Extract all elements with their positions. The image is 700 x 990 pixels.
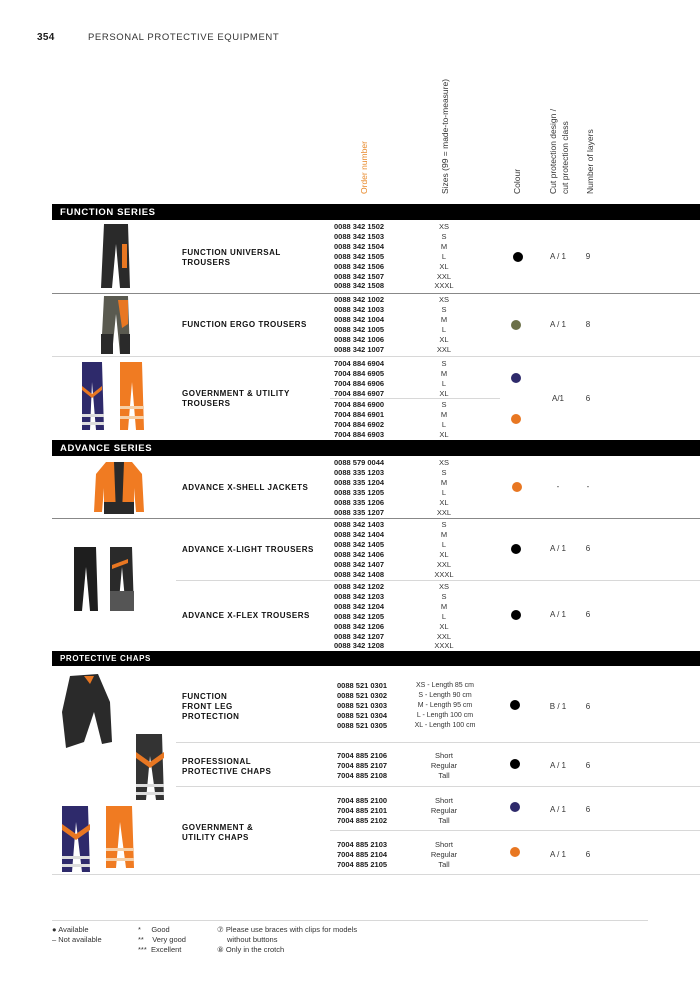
colour-dot-orange [510,847,520,857]
page-title: PERSONAL PROTECTIVE EQUIPMENT [88,32,280,43]
colour-dot-orange [511,414,521,424]
divider [176,786,700,787]
col-order-number: Order number [359,141,369,194]
size-list: XS S M L XL XXL XXXL [434,582,454,651]
product-name: ADVANCE X-SHELL JACKETS [182,483,309,492]
cut-class: A / 1 [549,761,566,770]
cut-class: A / 1 [549,805,566,814]
col-sizes: Sizes (99 = made-to-measure) [440,78,450,194]
order-list: 0088 579 0044 0088 335 1203 0088 335 1204 0088 335 1205 0088 335 1206 0088 335 1207 [334,458,385,517]
colour-dot-navy [511,373,521,383]
colour-dot-black [511,544,521,554]
section-title: PROTECTIVE CHAPS [60,654,151,663]
size-list: XS S M L XL XXL XXXL [434,222,454,291]
product-name: ADVANCE X-FLEX TROUSERS [182,611,310,620]
product-image-function-ergo [96,294,136,356]
legend-notes: ⑦ Please use braces with clips for models without buttons ⑧ Only in the crotch [217,925,358,954]
cut-class: A / 1 [549,850,566,859]
size-list: Short Regular Tall [430,796,458,825]
product-name: PROFESSIONAL PROTECTIVE CHAPS [182,757,272,776]
layer-count: 6 [585,850,591,859]
section-bar-function [52,204,700,220]
note-2-icon: ⑧ [217,945,226,954]
layer-count: 6 [585,544,591,553]
order-list: 0088 521 0301 0088 521 0302 0088 521 0303 0088 521 0304 0088 521 0305 [337,681,388,730]
divider [176,742,700,743]
rating-2-icon: ** [138,935,153,944]
product-image-function-universal [96,222,136,290]
order-list: 0088 342 1202 0088 342 1203 0088 342 1204 0088 342 1205 0088 342 1206 0088 342 1207 0088 342 1208 [334,582,385,651]
size-list: S M L XL [439,400,449,439]
page-number: 354 [37,32,55,43]
order-list: 0088 342 1403 0088 342 1404 0088 342 1405 0088 342 1406 0088 342 1407 0088 342 1408 [334,520,385,579]
rating-3-icon: *** [138,945,151,954]
size-list: Short Regular Tall [430,751,458,780]
colour-dot-black [511,610,521,620]
layer-count: 6 [585,805,591,814]
cut-class: A / 1 [549,610,566,619]
order-list: 7004 884 6904 7004 884 6905 7004 884 6906 7004 884 6907 [334,359,385,398]
product-image-government-utility-trousers [78,360,148,432]
layer-count: 8 [585,320,591,329]
dash-icon: – [52,935,59,944]
size-list: S M L XL [439,359,449,398]
col-cut-protection-1: Cut protection design / [548,108,558,194]
product-name: FUNCTION UNIVERSAL TROUSERS [182,248,281,267]
layer-count: - [586,482,590,491]
layer-count: 9 [585,252,591,261]
product-name: FUNCTION ERGO TROUSERS [182,320,307,329]
col-layers: Number of layers [585,129,595,194]
legend-availability: ● Available – Not available [52,925,102,944]
divider [52,518,700,519]
colour-dot-black [510,759,520,769]
size-list: XS S M L XL XXL [436,295,452,354]
divider [52,356,700,357]
order-list: 7004 885 2100 7004 885 2101 7004 885 2102 [337,796,388,825]
col-cut-protection-2: cut protection class [560,121,570,194]
divider [330,830,700,831]
divider [52,874,700,875]
divider [330,398,500,399]
product-name: FUNCTION FRONT LEG PROTECTION [182,692,240,721]
product-image-advance-trousers [72,545,142,615]
order-list: 7004 885 2106 7004 885 2107 7004 885 2108 [337,751,388,780]
note-1-icon: ⑦ [217,925,226,934]
product-image-advance-x-shell-jacket [92,458,146,516]
size-list: XS S M L XL XXL [436,458,452,517]
available-dot-icon: ● [52,925,59,934]
cut-class: - [556,482,560,491]
colour-dot-black [510,700,520,710]
order-list: 0088 342 1002 0088 342 1003 0088 342 1004 0088 342 1005 0088 342 1006 0088 342 1007 [334,295,385,354]
order-list: 0088 342 1502 0088 342 1503 0088 342 1504 0088 342 1505 0088 342 1506 0088 342 1507 0088 342 1508 [334,222,385,291]
size-list: S M L XL XXL XXXL [434,520,454,579]
divider [176,580,700,581]
colour-dot-olive [511,320,521,330]
layer-count: 6 [585,761,591,770]
cut-class: A / 1 [549,320,566,329]
section-bar-advance [52,440,700,456]
colour-dot-orange [512,482,522,492]
rating-1-icon: * [138,925,152,934]
product-image-chaps [58,672,178,872]
product-name: ADVANCE X-LIGHT TROUSERS [182,545,314,554]
colour-dot-black [513,252,523,262]
colour-dot-navy [510,802,520,812]
cut-class: B / 1 [549,702,567,711]
section-title: FUNCTION SERIES [60,207,156,218]
legend-divider [52,920,648,921]
divider [52,293,700,294]
product-name: GOVERNMENT & UTILITY CHAPS [182,823,254,842]
cut-class: A / 1 [549,252,566,261]
col-colour: Colour [512,168,522,194]
order-list: 7004 884 6900 7004 884 6901 7004 884 6902 7004 884 6903 [334,400,385,439]
cut-class: A/1 [551,394,564,403]
layer-count: 6 [585,610,591,619]
section-bar-chaps [52,651,700,666]
layer-count: 6 [585,702,591,711]
product-name: GOVERNMENT & UTILITY TROUSERS [182,389,290,408]
section-title: ADVANCE SERIES [60,443,153,454]
legend-rating: * Good ** Very good *** Excellent [138,925,186,954]
layer-count: 6 [585,394,591,403]
order-list: 7004 885 2103 7004 885 2104 7004 885 2105 [337,840,388,869]
size-list: XS - Length 85 cm S - Length 90 cm M - Length 95 cm L - Length 100 cm XL - Length 100 cm [414,682,476,729]
size-list: Short Regular Tall [430,840,458,869]
cut-class: A / 1 [549,544,566,553]
